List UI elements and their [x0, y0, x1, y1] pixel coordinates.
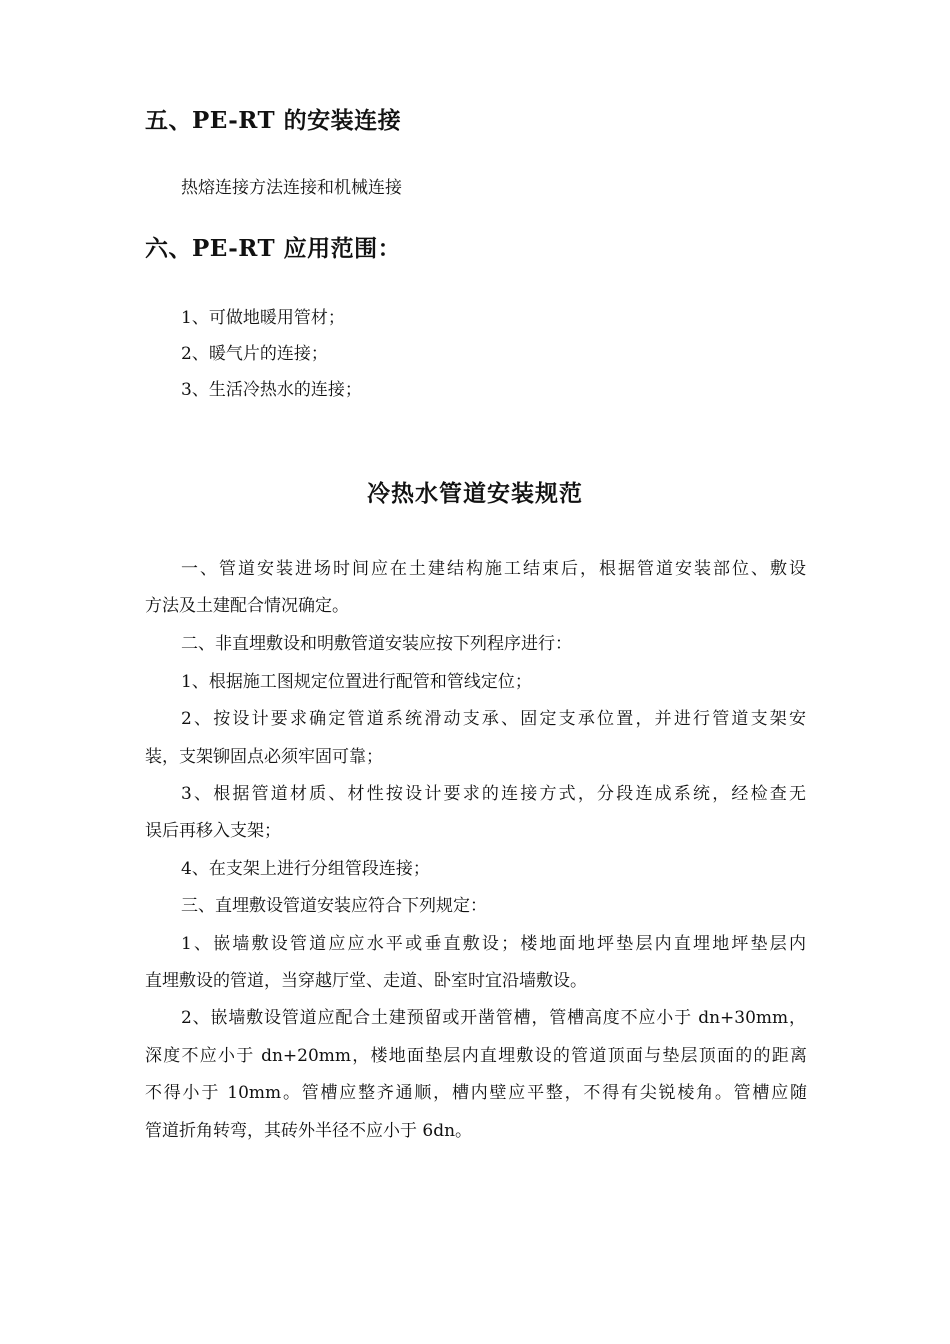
- paragraph-line: 直埋敷设的管道，当穿越厅堂、走道、卧室时宜沿墙敷设。: [145, 971, 587, 991]
- paragraph-line: 1、根据施工图规定位置进行配管和管线定位；: [181, 672, 532, 692]
- paragraph-line: 误后再移入支架；: [145, 821, 281, 841]
- paragraph-line: 3、根据管道材质、材性按设计要求的连接方式，分段连成系统，经检查无: [181, 784, 806, 804]
- list-item: 3、生活冷热水的连接；: [181, 380, 362, 400]
- paragraph-line: 深度不应小于 dn+20mm，楼地面垫层内直埋敷设的管道顶面与垫层顶面的的距离: [145, 1046, 807, 1066]
- paragraph-line: 管道折角转弯，其砖外半径不应小于 6dn。: [145, 1121, 473, 1141]
- section-5-heading: 五、PE-RT 的安装连接: [145, 107, 402, 134]
- paragraph-line: 装，支架铆固点必须牢固可靠；: [145, 747, 383, 767]
- section-5-body: 热熔连接方法连接和机械连接: [181, 178, 402, 198]
- paragraph-line: 1、嵌墙敷设管道应应水平或垂直敷设；楼地面地坪垫层内直埋地坪垫层内: [181, 934, 806, 954]
- paragraph-line: 方法及土建配合情况确定。: [145, 596, 349, 616]
- paragraph-line: 三、直埋敷设管道安装应符合下列规定：: [181, 896, 487, 916]
- paragraph-line: 不得小于 10mm。管槽应整齐通顺，槽内壁应平整，不得有尖锐棱角。管槽应随: [145, 1083, 807, 1103]
- paragraph-line: 4、在支架上进行分组管段连接；: [181, 859, 430, 879]
- paragraph-line: 二、非直埋敷设和明敷管道安装应按下列程序进行：: [181, 634, 572, 654]
- paragraph-line: 一、管道安装进场时间应在土建结构施工结束后，根据管道安装部位、敷设: [181, 559, 806, 579]
- section-6-heading: 六、PE-RT 应用范围：: [145, 235, 402, 262]
- paragraph-line: 2、按设计要求确定管道系统滑动支承、固定支承位置，并进行管道支架安: [181, 709, 806, 729]
- list-item: 1、可做地暖用管材；: [181, 308, 345, 328]
- document-title: 冷热水管道安装规范: [367, 480, 583, 507]
- list-item: 2、暖气片的连接；: [181, 344, 328, 364]
- paragraph-line: 2、嵌墙敷设管道应配合土建预留或开凿管槽，管槽高度不应小于 dn+30mm，: [181, 1008, 806, 1028]
